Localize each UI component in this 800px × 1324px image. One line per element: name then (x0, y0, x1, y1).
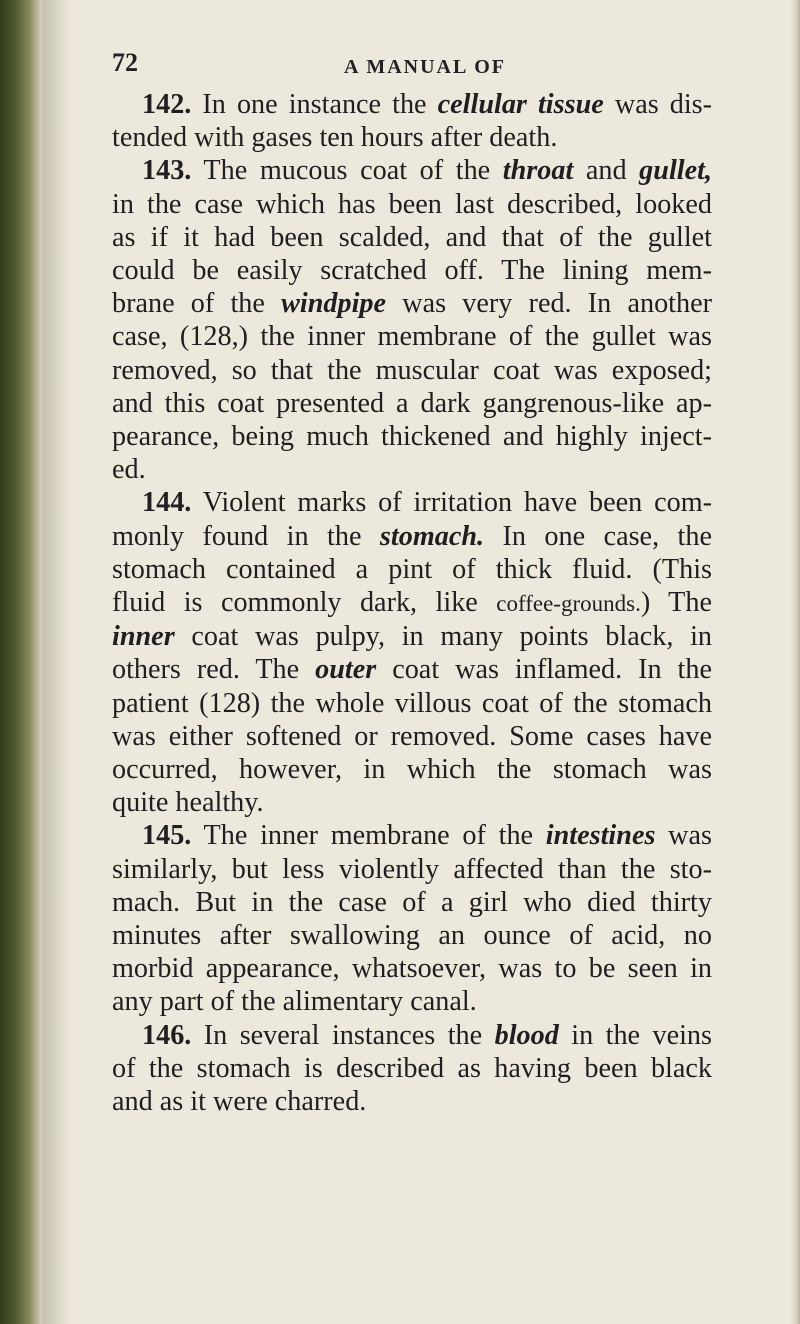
text-span: others red. The (112, 654, 316, 686)
text-span: brane of the (112, 288, 282, 320)
text-line: and this coat presented a dark gangrenous-like ap- (112, 387, 712, 419)
text-line: and as it were charred. (112, 1086, 367, 1118)
page-number: 72 (112, 48, 138, 77)
paragraph-145-line (112, 819, 712, 852)
emphasis-term: outer (315, 654, 377, 686)
emphasis-term: cellular tissue (437, 89, 604, 120)
text-line: in the case which has been last described, looked (112, 188, 712, 220)
text-line: case, (128,) the inner membrane of the gullet was (112, 321, 712, 353)
text-span: In several instances the (203, 1019, 495, 1051)
running-head: A MANUAL OF (344, 56, 506, 78)
gutter-shadow (42, 0, 72, 1324)
text-span: monly found in the (112, 520, 380, 552)
text-line: occurred, however, in which the stomach was (112, 754, 712, 786)
text-span: Violent marks of irritation have been com- (202, 487, 713, 519)
text-span: was very red. In another (386, 288, 712, 320)
text-span: ) The (640, 587, 712, 619)
text-line: of the stomach is described as having been black (112, 1052, 712, 1084)
text-line (112, 586, 712, 620)
text-span: The mucous coat of the (203, 155, 503, 187)
emphasis-term: blood (494, 1019, 559, 1051)
emphasis-term: stomach. (379, 520, 485, 552)
paragraph-143-line (112, 154, 712, 187)
text-span: In one instance the (202, 89, 438, 120)
text-line: tended with gases ten hours after death. (112, 122, 558, 154)
emphasis-term: inner (112, 621, 175, 653)
text-line: any part of the alimentary canal. (112, 986, 477, 1018)
text-line: mach. But in the case of a girl who died thirty (112, 886, 712, 918)
text-span: and (573, 155, 640, 187)
text-line: similarly, but less violently affected than the sto- (112, 853, 712, 885)
text-line (112, 287, 712, 320)
text-span: in the veins (558, 1019, 712, 1051)
text-span: In one case, the (484, 520, 712, 552)
text-span: coat was pulpy, in many points black, in (174, 621, 712, 653)
text-span: was dis- (603, 89, 713, 120)
paragraph-146-line (112, 1019, 712, 1052)
emphasis-term: throat (502, 155, 574, 187)
emphasis-term: gullet, (639, 155, 712, 187)
text-line (112, 653, 712, 686)
emphasis-term: intestines (545, 820, 656, 852)
emphasis-term: windpipe (281, 288, 387, 320)
text-line: ed. (112, 454, 146, 486)
paragraph-144-line (112, 486, 712, 519)
page-header (112, 44, 712, 84)
binding-gutter (0, 0, 42, 1324)
text-span: coffee-grounds. (496, 591, 641, 617)
paragraph-142-line (112, 88, 712, 121)
text-span: The inner membrane of the (203, 820, 546, 852)
paragraph-number: 143. (142, 155, 192, 187)
page-edge (790, 0, 800, 1324)
text-line: morbid appearance, whatsoever, was to be seen in (112, 953, 712, 985)
text-line: removed, so that the muscular coat was exposed; (112, 354, 712, 386)
text-line: pearance, being much thickened and highly inject- (112, 421, 712, 453)
text-line: could be easily scratched off. The lining mem- (112, 255, 712, 287)
text-span: coat was inflamed. In the (376, 654, 712, 686)
text-line: quite healthy. (112, 787, 264, 819)
text-line: as if it had been scalded, and that of the gullet (112, 221, 712, 253)
text-line (112, 620, 712, 653)
text-line: stomach contained a pint of thick fluid. (This (112, 553, 712, 585)
paragraph-number: 146. (142, 1019, 192, 1051)
text-line (112, 520, 712, 553)
paragraph-number: 142. (142, 89, 192, 120)
text-span: was (655, 820, 712, 852)
paragraph-number: 144. (142, 487, 192, 519)
text-line: minutes after swallowing an ounce of acid, no (112, 920, 712, 952)
body-text (112, 88, 712, 1118)
text-line: was either softened or removed. Some cases have (112, 720, 712, 752)
text-span: fluid is commonly dark, like (112, 587, 497, 619)
paragraph-number: 145. (142, 820, 192, 852)
text-line: patient (128) the whole villous coat of the stomach (112, 687, 712, 719)
